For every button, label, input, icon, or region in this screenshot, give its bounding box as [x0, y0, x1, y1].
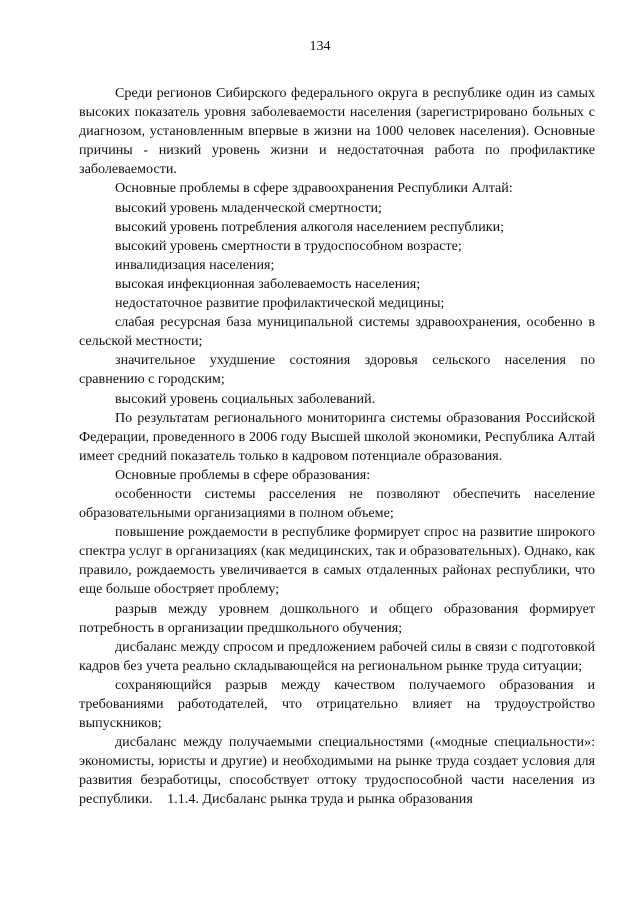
section-heading: 1.1.4. Дисбаланс рынка труда и рынка образования [167, 791, 473, 807]
paragraph-health-problems-lead: Основные проблемы в сфере здравоохранения Республики Алтай: [115, 180, 513, 197]
page-number: 134 [309, 39, 331, 54]
body-text [79, 84, 595, 810]
paragraph-education-monitoring: По результатам регионального мониторинга системы образования Российской Федерации, проведенного в 2006 году Высшей школой экономики, Республика Алтай имеет средний показатель только в кадровом потенциале образования. [79, 409, 595, 464]
list-item-rural-health: значительное ухудшение состояния здоровья сельского населения по сравнению с городским; [79, 352, 595, 388]
list-item-infectious: высокая инфекционная заболеваемость населения; [115, 275, 421, 292]
list-item-working-age-mortality: высокий уровень смертности в трудоспособном возрасте; [115, 237, 462, 254]
paragraph-education-problems-lead: Основные проблемы в сфере образования: [115, 466, 371, 483]
list-item-resource-base: слабая ресурсная база муниципальной системы здравоохранения, особенно в сельской местности; [79, 314, 595, 350]
list-item-settlement: особенности системы расселения не позволяют обеспечить население образовательными организациями в полном объеме; [79, 485, 595, 522]
list-item-infant-mortality: высокий уровень младенческой смертности; [115, 199, 382, 216]
paragraph-health-intro: Среди регионов Сибирского федерального округа в республике один из самых высоких показатель уровня заболеваемости населения (зарегистрировано больных с диагнозом, установленным впервые в жизни на 1000 человек населения). Основные причины - низкий уровень жизни и недостаточная работа по профилактике заболеваемости. [79, 85, 595, 178]
list-item-preschool-gap: разрыв между уровнем дошкольного и общего образования формирует потребность в организации предшкольного обучения; [79, 600, 595, 636]
list-item-labor-imbalance: дисбаланс между спросом и предложением рабочей силы в связи с подготовкой кадров без учета реально складывающейся на региональном рынке труда ситуации; [79, 638, 595, 674]
list-item-prevention: недостаточное развитие профилактической медицины; [115, 295, 445, 312]
list-item-quality-gap: сохраняющийся разрыв между качеством получаемого образования и требованиями работодателей, что отрицательно влияет на трудоустройство выпускников; [79, 676, 595, 732]
list-item-disability: инвалидизация населения; [115, 256, 275, 273]
list-item-social-diseases: высокий уровень социальных заболеваний. [115, 390, 376, 407]
list-item-birth-rate: повышение рождаемости в республике формирует спрос на развитие широкого спектра услуг в организациях (как медицинских, так и образовательных). Однако, как правило, рождаемость увеличивается в самых отдаленных районах республики, что еще больше обостряет проблему; [79, 524, 595, 598]
list-item-alcohol: высокий уровень потребления алкоголя населением республики; [115, 218, 505, 235]
list-item-specialties-imbalance: дисбаланс между получаемыми специальностями («модные специальности»: экономисты, юристы и другие) и необходимыми на рынке труда создает условия для развития безработицы, способствует оттоку трудоспособной части населения из республики. [79, 734, 595, 808]
